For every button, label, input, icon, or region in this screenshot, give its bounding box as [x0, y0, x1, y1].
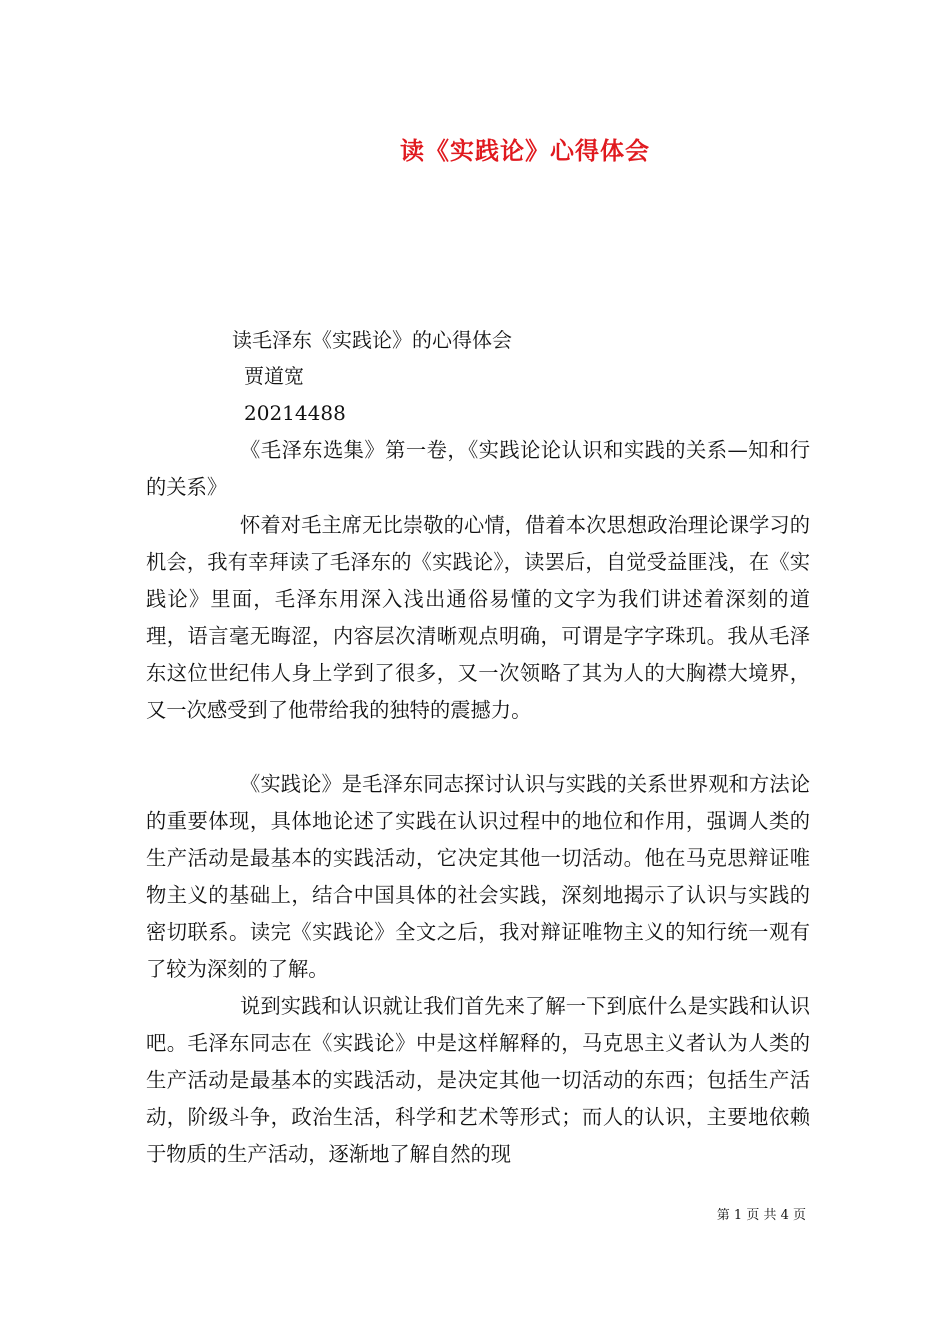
- author-name: 贾道宽: [244, 364, 304, 388]
- body-paragraph-1: 怀着对毛主席无比崇敬的心情，借着本次思想政治理论课学习的机会，我有幸拜读了毛泽东的《实践论》，读罢后，自觉受益匪浅，在《实践论》里面，毛泽东用深入浅出通俗易懂的文字为我们讲述着深刻的道理，语言毫无晦涩，内容层次清晰观点明确，可谓是字字珠玑。我从毛泽东这位世纪伟人身上学到了很多，又一次领略了其为人的大胸襟大境界，又一次感受到了他带给我的独特的震撼力。: [146, 513, 810, 722]
- document-title: 读《实践论》心得体会: [400, 137, 650, 165]
- document-subtitle: 读毛泽东《实践论》的心得体会: [232, 328, 512, 352]
- student-id: 20214488: [244, 401, 346, 425]
- body-paragraph-3: 说到实践和认识就让我们首先来了解一下到底什么是实践和认识吧。毛泽东同志在《实践论》中是这样解释的，马克思主义者认为人类的生产活动是最基本的实践活动，是决定其他一切活动的东西；包括生产活动，阶级斗争，政治生活，科学和艺术等形式；而人的认识，主要地依赖于物质的生产活动，逐渐地了解自然的现: [146, 994, 810, 1166]
- body-paragraph-2: 《实践论》是毛泽东同志探讨认识与实践的关系世界观和方法论的重要体现，具体地论述了实践在认识过程中的地位和作用，强调人类的生产活动是最基本的实践活动，它决定其他一切活动。他在马克思辩证唯物主义的基础上，结合中国具体的社会实践，深刻地揭示了认识与实践的密切联系。读完《实践论》全文之后，我对辩证唯物主义的知行统一观有了较为深刻的了解。: [146, 772, 810, 981]
- source-line: 《毛泽东选集》第一卷，《实践论论认识和实践的关系—知和行的关系》: [146, 438, 810, 499]
- page-indicator: 第 1 页 共 4 页: [716, 1208, 806, 1223]
